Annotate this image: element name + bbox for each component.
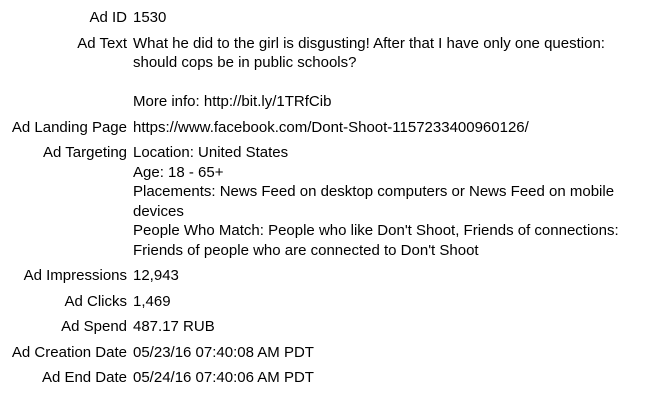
targeting-placements: Placements: News Feed on desktop computers or News Feed on mobile: [133, 183, 615, 200]
ad-end-date-label: Ad End Date: [41, 369, 127, 386]
ad-creation-date-label: Ad Creation Date: [11, 343, 127, 361]
ad-id-label: Ad ID: [89, 9, 127, 26]
targeting-people-match: People Who Match: People who like Don't Shoot, Friends of connections:: [133, 222, 619, 239]
ad-landing-page-row: [0, 118, 650, 138]
targeting-location: Location: United States: [133, 144, 289, 161]
targeting-placements-cont: devices: [133, 202, 184, 220]
ad-targeting-label: Ad Targeting: [43, 144, 127, 161]
ad-id-row: [0, 8, 650, 28]
ad-text-line: What he did to the girl is disgusting! After that I have only one question:: [133, 34, 605, 52]
ad-spend-value: 487.17 RUB: [133, 318, 215, 335]
targeting-age: Age: 18 - 65+: [133, 163, 224, 181]
ad-clicks-label: Ad Clicks: [64, 292, 127, 310]
ad-end-date-row: [0, 368, 650, 388]
ad-text-row: [0, 34, 650, 112]
ad-impressions-value: 12,943: [133, 267, 179, 284]
ad-text-label: Ad Text: [77, 34, 127, 52]
ad-landing-page-label: Ad Landing Page: [11, 118, 127, 136]
ad-targeting-value: [133, 143, 644, 260]
ad-creation-date-row: [0, 343, 650, 363]
ad-details-sheet: [0, 8, 650, 394]
ad-text-more-info: More info: http://bit.ly/1TRfCib: [133, 93, 332, 110]
targeting-people-match-cont: Friends of people who are connected to Don't Shoot: [133, 241, 479, 259]
ad-end-date-value: 05/24/16 07:40:06 AM PDT: [133, 369, 314, 386]
ad-targeting-row: [0, 143, 650, 260]
ad-clicks-value: 1,469: [133, 292, 171, 310]
ad-id-value: 1530: [133, 9, 167, 26]
ad-landing-page-value: https://www.facebook.com/Dont-Shoot-1157233400960126/: [133, 118, 529, 136]
ad-text-value: [133, 34, 644, 112]
ad-impressions-label: Ad Impressions: [23, 267, 127, 284]
ad-impressions-row: [0, 266, 650, 286]
ad-text-blank-line: [133, 73, 644, 93]
ad-spend-label: Ad Spend: [61, 318, 127, 335]
ad-spend-row: [0, 317, 650, 337]
ad-clicks-row: [0, 292, 650, 312]
ad-text-line: should cops be in public schools?: [133, 54, 357, 71]
ad-creation-date-value: 05/23/16 07:40:08 AM PDT: [133, 343, 314, 361]
